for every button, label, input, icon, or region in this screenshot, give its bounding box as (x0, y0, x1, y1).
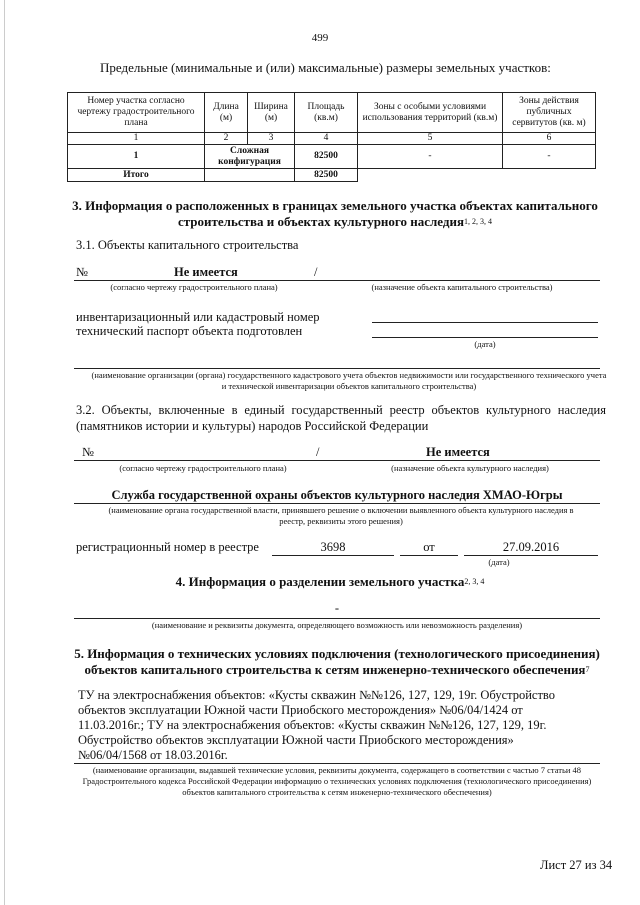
s5-body (78, 688, 608, 763)
s32-caption-right: (назначение объекта культурного наследия) (391, 463, 549, 473)
s5-body-line: объектов эксплуатации Южной части Приобского месторождения» №06/04/1424 от (78, 703, 523, 717)
s32-from-label: от (400, 540, 458, 556)
s5-body-line: 11.03.2016г.; ТУ на электроснабжения объектов: «Кусты скважин №№126, 127, 129, 19г. (78, 718, 547, 732)
s4-line (74, 618, 600, 619)
table-row (68, 145, 596, 169)
table-header-row (68, 93, 596, 133)
s32-value: Не имеется (426, 445, 490, 459)
s5-caption: (наименование организации, выдавшей технические условия, реквизиты документа, содержащего в соответствии с частью 7 статьи 48 Градостроительного кодекса Российской Федерации информацию о технических условиях подключения (технологического присоединения) объектов капитального строительства к сетям инженерно-технического обеспечения) (82, 765, 592, 797)
th-special-zones: Зоны с особыми условиями использования территорий (кв.м) (358, 93, 503, 133)
section-4-title: 4. Информация о разделении земельного участка (175, 574, 465, 589)
s31-org-caption: (наименование организации (органа) государственного кадастрового учета объектов недвижимости или государственного технического учета и технической инвентаризации объектов капитального строительства) (91, 370, 607, 391)
section-3-title: 3. Информация о расположенных в границах земельного участка объектах капитального строительства и объектах культурного наследия (72, 198, 598, 229)
section-3-1-title: 3.1. Объекты капитального строительства (76, 238, 299, 252)
s32-authority: Служба государственной охраны объектов культурного наследия ХМАО-Югры (111, 488, 563, 502)
s32-authority-caption: (наименование органа государственной власти, принявшего решение о включении выявленного объекта культурного наследия в реестр, реквизиты этого решения) (108, 505, 574, 526)
s5-line (74, 763, 600, 764)
s31-org-line (74, 368, 600, 369)
s31-number-line (74, 280, 600, 281)
s32-reg-number: 3698 (272, 540, 394, 556)
s32-slash: / (316, 445, 320, 459)
s32-caption-left: (согласно чертежу градостроительного плана) (119, 463, 287, 473)
cell-total-area: 82500 (295, 169, 358, 182)
colnum-3: 3 (248, 133, 295, 145)
colnum-1: 1 (68, 133, 205, 145)
th-area: Площадь (кв.м) (295, 93, 358, 133)
s32-date-caption: (дата) (488, 557, 510, 567)
section-3-sup: 1, 2, 3, 4 (464, 217, 492, 226)
table-colnum-row (68, 133, 596, 145)
cell-special-zones: - (358, 145, 503, 169)
colnum-5: 5 (358, 133, 503, 145)
s5-body-line: №06/04/1568 от 18.03.2016г. (78, 748, 228, 762)
cell-plot-number: 1 (68, 145, 205, 169)
s32-number-line (74, 460, 600, 461)
s31-value: Не имеется (174, 265, 238, 279)
th-servitudes: Зоны действия публичных сервитутов (кв. м) (503, 93, 596, 133)
cell-area: 82500 (295, 145, 358, 169)
s5-body-line: ТУ на электроснабжения объектов: «Кусты скважин №№126, 127, 129, 19г. Обустройство (78, 688, 555, 702)
s5-body-line: Обустройство объектов эксплуатации Южной части Приобского месторождения» (78, 733, 514, 747)
colnum-6: 6 (503, 133, 596, 145)
s32-authority-line (74, 503, 600, 504)
scan-edge-line (4, 0, 5, 905)
s32-reg-date: 27.09.2016 (464, 540, 598, 556)
colnum-2: 2 (205, 133, 248, 145)
s31-slash: / (314, 265, 318, 279)
section-4-sup: 2, 3, 4 (464, 577, 485, 586)
s4-caption: (наименование и реквизиты документа, определяющего возможность или невозможность разделения) (151, 620, 523, 630)
section-5-sup: 7 (585, 665, 590, 674)
table-total-row (68, 169, 596, 182)
cell-shape: Сложная конфигурация (205, 145, 295, 169)
s31-cadastral-line (372, 322, 598, 323)
cell-total-blank-2 (503, 169, 596, 182)
section-3-heading (70, 198, 600, 230)
section-5-title: 5. Информация о технических условиях подключения (технологического присоединения) объектов капитального строительства к сетям инженерно-технического обеспечения (74, 646, 600, 677)
section-4-heading (130, 574, 530, 590)
cell-servitudes: - (503, 145, 596, 169)
cell-total-label: Итого (68, 169, 205, 182)
s31-passport-line2: технический паспорт объекта подготовлен (76, 324, 303, 338)
page-number: 499 (311, 32, 329, 44)
sizes-subtitle: Предельные (минимальные и (или) максимальные) размеры земельных участков: (100, 60, 551, 75)
s32-no-label: № (82, 445, 94, 459)
cell-total-blank-1 (358, 169, 503, 182)
th-plot-number: Номер участка согласно чертежу градостроительного плана (68, 93, 205, 133)
s32-reg-label: регистрационный номер в реестре (76, 540, 259, 554)
cell-total-empty (205, 169, 295, 182)
s31-date-caption: (дата) (474, 339, 496, 349)
plot-size-table (67, 92, 596, 182)
s31-caption-right: (назначение объекта капитального строительства) (371, 282, 553, 292)
s31-caption-left: (согласно чертежу градостроительного плана) (110, 282, 278, 292)
section-3-2-title: 3.2. Объекты, включенные в единый государственный реестр объектов культурного наследия (памятников истории и культуры) народов Российской Федерации (76, 403, 606, 433)
s31-no-label: № (76, 265, 88, 279)
s31-date-line (372, 337, 598, 338)
section-5-heading (70, 646, 604, 678)
s31-passport-line1: инвентаризационный или кадастровый номер (76, 310, 320, 324)
th-width: Ширина (м) (248, 93, 295, 133)
th-length: Длина (м) (205, 93, 248, 133)
sheet-footer: Лист 27 из 34 (540, 858, 613, 872)
s4-value: - (334, 601, 340, 615)
colnum-4: 4 (295, 133, 358, 145)
